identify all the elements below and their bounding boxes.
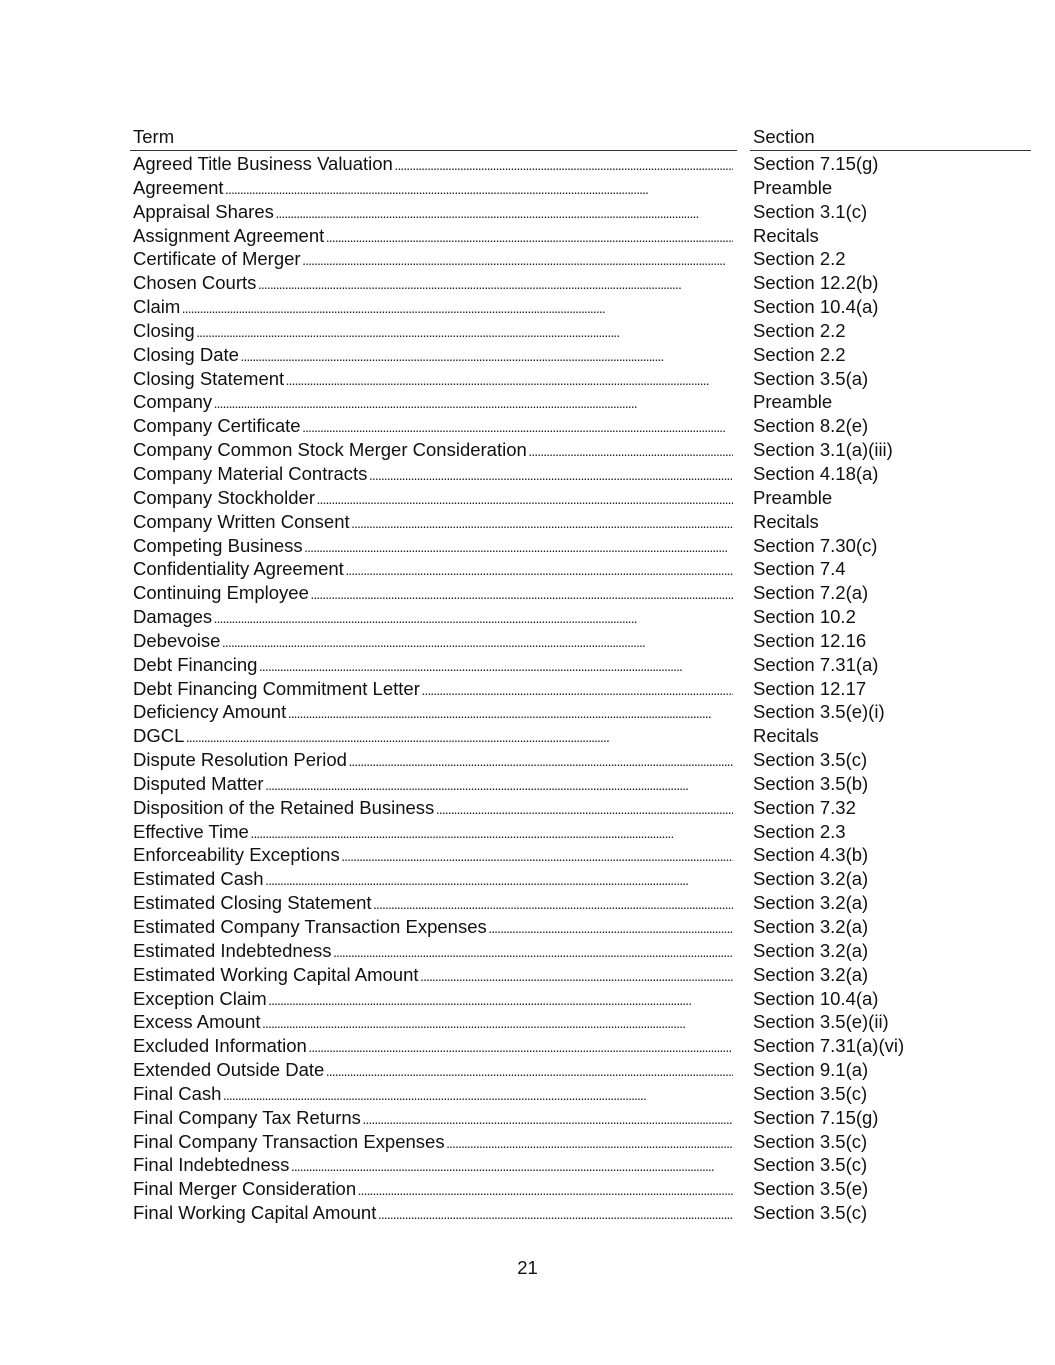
term-cell: Company Stockholder . . . — [133, 486, 733, 510]
section-cell: Section 7.30(c) — [753, 534, 878, 556]
term-cell: Estimated Working Capital Amount . . . — [133, 963, 733, 987]
section-cell: Section 3.2(a) — [753, 868, 869, 890]
table-row — [0, 1034, 1055, 1058]
table-row — [0, 224, 1055, 248]
section-cell: Section 3.5(c) — [753, 1082, 868, 1104]
table-row — [0, 700, 1055, 724]
term-cell: Company Written Consent . . . — [133, 510, 733, 534]
table-row — [0, 152, 1055, 176]
table-row — [0, 1106, 1055, 1130]
term-cell: Final Indebtedness . . . — [133, 1153, 733, 1177]
section-cell: Section 3.1(c) — [753, 200, 868, 222]
term-cell: Company Material Contracts . . . — [133, 462, 733, 486]
table-row — [0, 200, 1055, 224]
table-row — [0, 295, 1055, 319]
section-cell: Section 3.5(c) — [753, 749, 868, 771]
section-cell: Recitals — [753, 510, 819, 532]
table-row — [0, 414, 1055, 438]
term-cell: Estimated Company Transaction Expenses . . . — [133, 915, 733, 939]
section-cell: Section 12.17 — [753, 677, 867, 699]
table-row — [0, 1153, 1055, 1177]
term-cell: Closing Statement . . . — [133, 367, 733, 391]
section-cell: Section 3.5(e)(i) — [753, 701, 885, 723]
section-cell: Section 2.2 — [753, 343, 846, 365]
table-row — [0, 1201, 1055, 1225]
section-cell: Section 7.32 — [753, 796, 856, 818]
section-cell: Section 2.3 — [753, 820, 846, 842]
section-cell: Section 3.2(a) — [753, 939, 869, 961]
term-cell: Debt Financing . . . — [133, 653, 733, 677]
term-cell: Closing Date . . . — [133, 343, 733, 367]
section-cell: Section 7.4 — [753, 558, 846, 580]
section-cell: Section 3.5(e)(ii) — [753, 1011, 889, 1033]
term-cell: Company Common Stock Merger Consideration . . . — [133, 438, 733, 462]
table-row — [0, 748, 1055, 772]
term-cell: Claim . . . — [133, 295, 733, 319]
table-row — [0, 891, 1055, 915]
term-cell: Confidentiality Agreement . . . — [133, 557, 733, 581]
table-row — [0, 438, 1055, 462]
term-cell: Chosen Courts . . . — [133, 271, 733, 295]
term-cell: Excluded Information . . . — [133, 1034, 733, 1058]
section-cell: Section 10.4(a) — [753, 987, 879, 1009]
table-row — [0, 1010, 1055, 1034]
table-row — [0, 319, 1055, 343]
header-rule-term — [130, 150, 737, 151]
table-row — [0, 820, 1055, 844]
term-cell: Continuing Employee . . . — [133, 581, 733, 605]
term-cell: Disposition of the Retained Business . . . — [133, 796, 733, 820]
table-row — [0, 510, 1055, 534]
table-row — [0, 1130, 1055, 1154]
section-cell: Recitals — [753, 725, 819, 747]
section-cell: Preamble — [753, 176, 833, 198]
section-cell: Section 7.31(a)(vi) — [753, 1035, 905, 1057]
section-cell: Section 3.2(a) — [753, 916, 869, 937]
table-row — [0, 915, 1055, 939]
term-cell: Final Cash . . . — [133, 1082, 733, 1106]
section-cell: Section 9.1(a) — [753, 1059, 869, 1081]
term-cell: Disputed Matter . . . — [133, 772, 733, 796]
table-row — [0, 653, 1055, 677]
term-cell: Damages . . . — [133, 605, 733, 629]
section-cell: Section 3.5(c) — [753, 1130, 868, 1152]
table-row — [0, 605, 1055, 629]
term-cell: Final Merger Consideration . . . — [133, 1177, 733, 1201]
table-row — [0, 367, 1055, 391]
table-row — [0, 534, 1055, 558]
term-cell: DGCL . . . — [133, 724, 733, 748]
term-cell: Extended Outside Date . . . — [133, 1058, 733, 1082]
table-row — [0, 176, 1055, 200]
table-row — [0, 1082, 1055, 1106]
table-row — [0, 963, 1055, 987]
defined-terms-table — [0, 152, 1055, 1225]
section-cell: Section 8.2(e) — [753, 415, 869, 437]
section-cell: Section 3.5(a) — [753, 367, 869, 389]
section-cell: Section 12.16 — [753, 629, 867, 651]
section-cell: Section 7.31(a) — [753, 653, 879, 675]
term-cell: Final Working Capital Amount . . . — [133, 1201, 733, 1225]
term-cell: Debevoise . . . — [133, 629, 733, 653]
term-cell: Assignment Agreement . . . — [133, 224, 733, 248]
table-row — [0, 843, 1055, 867]
table-row — [0, 629, 1055, 653]
section-cell: Section 4.18(a) — [753, 462, 879, 484]
term-cell: Company Certificate . . . — [133, 414, 733, 438]
term-cell: Estimated Indebtedness . . . — [133, 939, 733, 963]
term-cell: Agreement . . . — [133, 176, 733, 200]
term-cell: Agreed Title Business Valuation . . . — [133, 152, 733, 176]
table-row — [0, 462, 1055, 486]
section-cell: Section 3.2(a) — [753, 892, 869, 914]
term-cell: Estimated Cash . . . — [133, 867, 733, 891]
column-header-section: Section — [753, 126, 815, 147]
column-header-term: Term — [133, 126, 175, 147]
term-cell: Effective Time . . . — [133, 820, 733, 844]
table-row — [0, 677, 1055, 701]
table-row — [0, 867, 1055, 891]
section-cell: Section 7.2(a) — [753, 582, 869, 604]
term-cell: Deficiency Amount . . . — [133, 700, 733, 724]
section-cell: Section 3.5(c) — [753, 1202, 868, 1224]
table-row — [0, 772, 1055, 796]
table-row — [0, 581, 1055, 605]
table-row — [0, 247, 1055, 271]
section-cell: Section 3.5(b) — [753, 772, 869, 794]
section-cell: Section 7.15(g) — [753, 1106, 879, 1128]
section-cell: Section 4.3(b) — [753, 844, 869, 866]
section-cell: Preamble — [753, 486, 833, 508]
term-cell: Debt Financing Commitment Letter . . . — [133, 677, 733, 701]
section-cell: Section 7.15(g) — [753, 153, 879, 174]
table-row — [0, 1058, 1055, 1082]
table-row — [0, 939, 1055, 963]
term-cell: Enforceability Exceptions . . . — [133, 843, 733, 867]
header-rule-section — [750, 150, 1031, 151]
term-cell: Excess Amount . . . — [133, 1010, 733, 1034]
table-row — [0, 724, 1055, 748]
table-row — [0, 1177, 1055, 1201]
term-cell: Closing . . . — [133, 319, 733, 343]
table-row — [0, 343, 1055, 367]
term-cell: Competing Business . . . — [133, 534, 733, 558]
section-cell: Section 10.4(a) — [753, 296, 879, 318]
section-cell: Recitals — [753, 224, 819, 246]
section-cell: Section 10.2 — [753, 606, 856, 628]
table-row — [0, 557, 1055, 581]
section-cell: Section 12.2(b) — [753, 272, 879, 294]
term-cell: Estimated Closing Statement . . . — [133, 891, 733, 915]
term-cell: Appraisal Shares . . . — [133, 200, 733, 224]
term-cell: Final Company Transaction Expenses . . . — [133, 1130, 733, 1154]
table-row — [0, 987, 1055, 1011]
section-cell: Preamble — [753, 391, 833, 413]
term-cell: Exception Claim . . . — [133, 987, 733, 1011]
section-cell: Section 2.2 — [753, 248, 846, 270]
section-cell: Section 3.5(e) — [753, 1178, 869, 1200]
term-cell: Dispute Resolution Period . . . — [133, 748, 733, 772]
term-cell: Certificate of Merger . . . — [133, 247, 733, 271]
section-cell: Section 3.2(a) — [753, 963, 869, 985]
section-cell: Section 3.5(c) — [753, 1154, 868, 1176]
table-row — [0, 390, 1055, 414]
section-cell: Section 3.1(a)(iii) — [753, 439, 893, 461]
table-row — [0, 796, 1055, 820]
table-row — [0, 486, 1055, 510]
table-row — [0, 271, 1055, 295]
section-cell: Section 2.2 — [753, 319, 846, 341]
term-cell: Final Company Tax Returns . . . — [133, 1106, 733, 1130]
term-cell: Company . . . — [133, 390, 733, 414]
page-number: 21 — [517, 1257, 538, 1278]
